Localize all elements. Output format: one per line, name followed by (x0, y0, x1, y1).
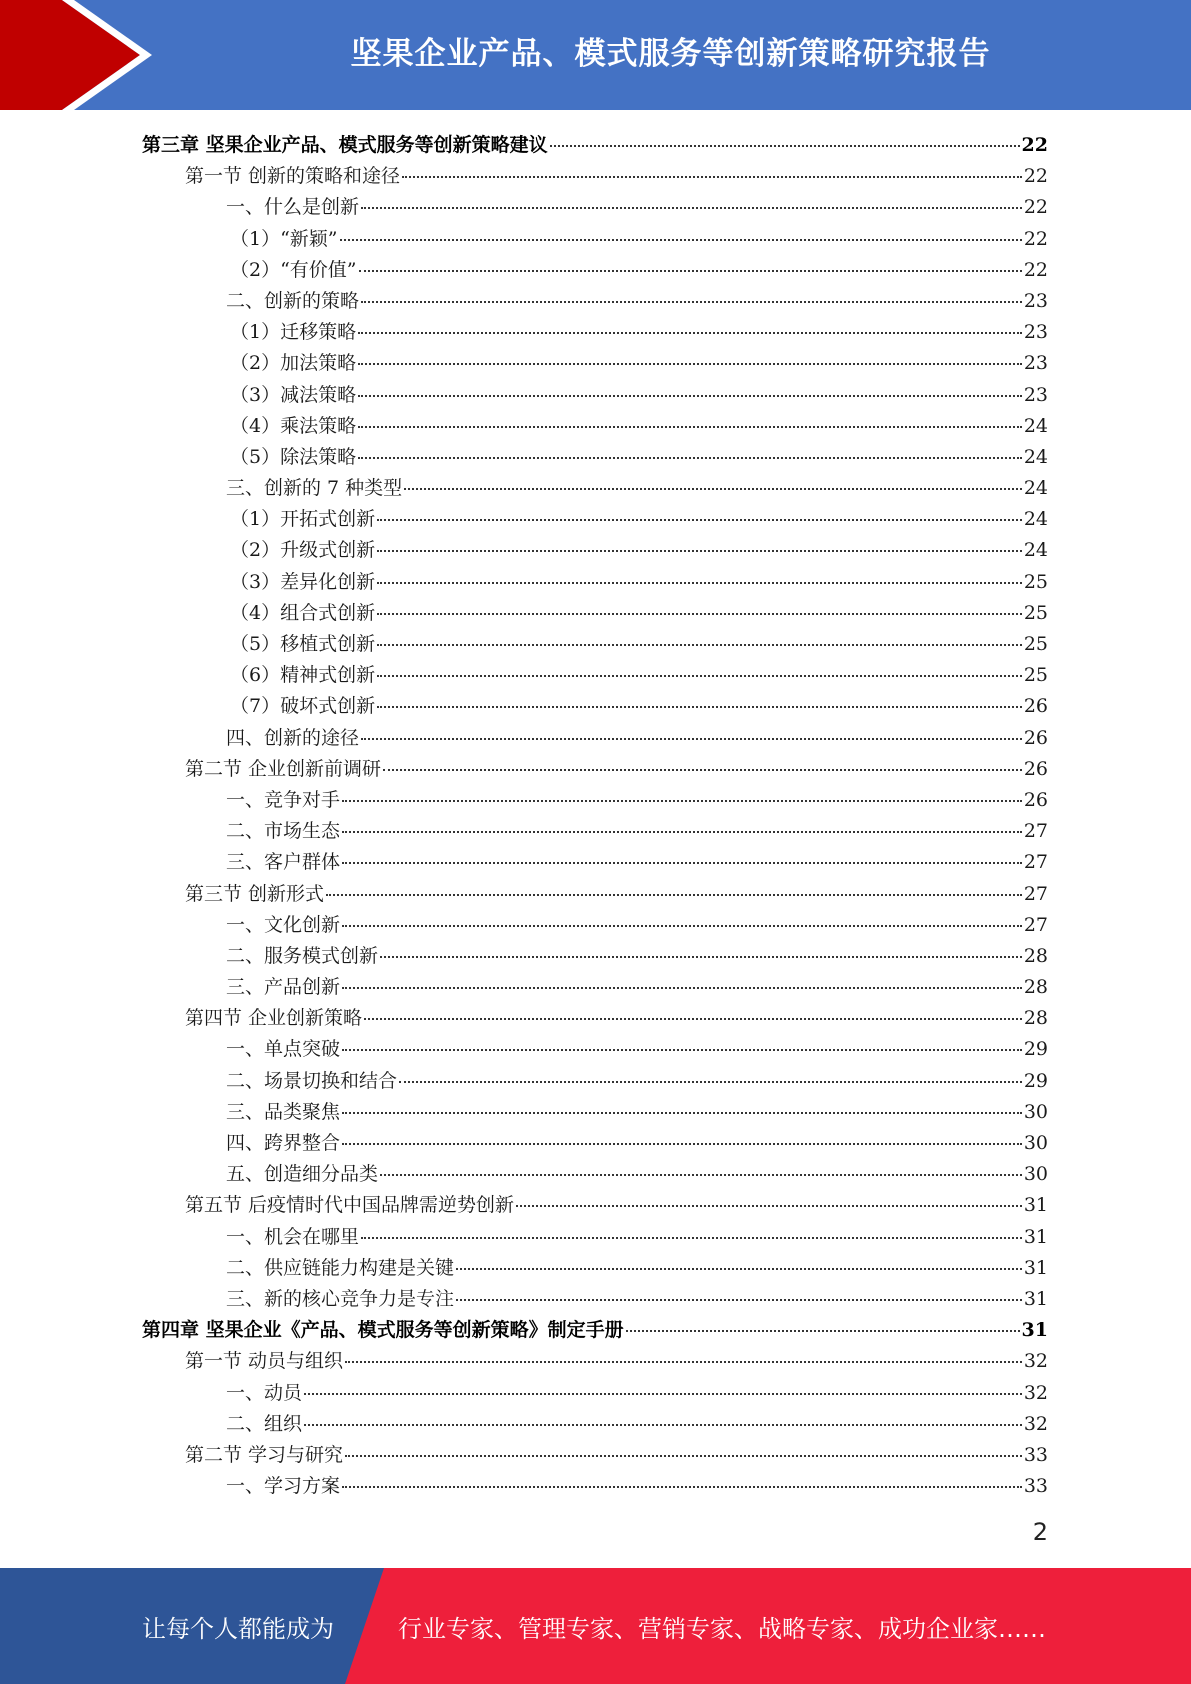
toc-entry-page: 30 (1023, 1163, 1048, 1186)
toc-entry-label: （3）差异化创新 (230, 570, 376, 593)
toc-subsection-entry[interactable] (142, 317, 1048, 348)
toc-entry-page: 27 (1023, 851, 1048, 874)
toc-subsection-entry[interactable] (142, 380, 1048, 411)
toc-subsection-entry[interactable] (142, 691, 1048, 722)
toc-entry-page: 25 (1023, 601, 1048, 624)
toc-subsection-entry[interactable] (142, 1471, 1048, 1502)
toc-subsection-entry[interactable] (142, 1034, 1048, 1065)
toc-entry-label: 第五节 后疫情时代中国品牌需逆势创新 (185, 1194, 515, 1217)
toc-entry-page: 23 (1023, 289, 1048, 312)
toc-entry-page: 22 (1023, 196, 1048, 219)
toc-dot-leader (358, 457, 1022, 459)
toc-entry-page: 25 (1023, 664, 1048, 687)
toc-entry-label: （2）升级式创新 (230, 539, 376, 562)
toc-entry-page: 22 (1023, 227, 1048, 250)
toc-entry-label: 三、产品创新 (226, 976, 341, 999)
toc-dot-leader (304, 1424, 1022, 1426)
toc-entry-page: 33 (1023, 1443, 1048, 1466)
toc-entry-label: 四、跨界整合 (226, 1132, 341, 1154)
toc-entry-page: 30 (1023, 1100, 1048, 1123)
page-header (0, 0, 1191, 110)
toc-entry-page: 24 (1023, 539, 1048, 562)
toc-entry-page: 25 (1023, 633, 1048, 655)
toc-subsection-entry[interactable] (142, 224, 1048, 255)
toc-entry-label: 二、创新的策略 (226, 289, 360, 312)
toc-subsection-entry[interactable] (142, 192, 1048, 223)
toc-entry-page: 32 (1023, 1381, 1048, 1404)
toc-entry-page: 30 (1023, 1132, 1048, 1154)
toc-subsection-entry[interactable] (142, 1253, 1048, 1284)
toc-entry-page: 31 (1023, 1194, 1048, 1217)
toc-entry-page: 22 (1021, 134, 1048, 156)
page-footer (0, 1568, 1191, 1684)
toc-entry-label: 二、供应链能力构建是关键 (226, 1256, 455, 1279)
toc-subsection-entry[interactable] (142, 535, 1048, 566)
toc-dot-leader (342, 1143, 1022, 1145)
toc-section-entry[interactable] (142, 1190, 1048, 1221)
toc-subsection-entry[interactable] (142, 816, 1048, 847)
toc-entry-page: 31 (1021, 1319, 1048, 1342)
toc-entry-label: （1）迁移策略 (230, 321, 357, 344)
toc-subsection-entry[interactable] (142, 847, 1048, 878)
toc-dot-leader (326, 894, 1022, 896)
header-arrow-decoration (0, 0, 160, 110)
toc-entry-page: 23 (1023, 352, 1048, 375)
toc-chapter-entry[interactable] (142, 1315, 1048, 1346)
toc-section-entry[interactable] (142, 1346, 1048, 1377)
report-title: 坚果企业产品、模式服务等创新策略研究报告 (350, 35, 991, 72)
toc-section-entry[interactable] (142, 161, 1048, 192)
toc-entry-page: 24 (1023, 445, 1048, 468)
toc-subsection-entry[interactable] (142, 629, 1048, 660)
toc-entry-label: 二、服务模式创新 (226, 944, 379, 967)
toc-subsection-entry[interactable] (142, 255, 1048, 286)
toc-entry-page: 24 (1023, 414, 1048, 437)
toc-section-entry[interactable] (142, 754, 1048, 785)
toc-dot-leader (358, 426, 1022, 428)
toc-dot-leader (358, 395, 1022, 397)
toc-dot-leader (361, 207, 1022, 209)
toc-section-entry[interactable] (142, 1440, 1048, 1471)
toc-entry-label: 三、新的核心竞争力是专注 (226, 1287, 455, 1310)
toc-dot-leader (345, 1361, 1022, 1363)
toc-entry-page: 26 (1023, 726, 1048, 749)
toc-entry-label: （5）移植式创新 (230, 633, 376, 655)
toc-entry-label: （6）精神式创新 (230, 664, 376, 687)
toc-dot-leader (404, 488, 1022, 490)
toc-entry-label: 五、创造细分品类 (226, 1163, 379, 1186)
toc-subsection-entry[interactable] (142, 1284, 1048, 1315)
toc-subsection-entry[interactable] (142, 1066, 1048, 1097)
toc-entry-label: 第三节 创新形式 (185, 882, 325, 905)
toc-entry-label: 三、品类聚焦 (226, 1100, 341, 1123)
toc-subsection-entry[interactable] (142, 442, 1048, 473)
toc-subsection-entry[interactable] (142, 473, 1048, 504)
toc-dot-leader (359, 270, 1022, 272)
toc-subsection-entry[interactable] (142, 1222, 1048, 1253)
toc-entry-page: 32 (1023, 1412, 1048, 1435)
toc-entry-page: 28 (1023, 1007, 1048, 1030)
toc-chapter-entry[interactable] (142, 130, 1048, 161)
toc-dot-leader (380, 956, 1022, 958)
toc-entry-page: 29 (1023, 1069, 1048, 1092)
toc-entry-page: 22 (1023, 258, 1048, 281)
toc-entry-label: （1）开拓式创新 (230, 508, 376, 531)
toc-entry-page: 23 (1023, 383, 1048, 406)
toc-entry-label: （2）“有价值” (230, 258, 357, 281)
toc-dot-leader (342, 1486, 1022, 1488)
toc-entry-label: 一、什么是创新 (226, 196, 360, 219)
toc-entry-label: 二、市场生态 (226, 820, 341, 843)
toc-entry-page: 28 (1023, 976, 1048, 999)
toc-dot-leader (358, 332, 1022, 334)
toc-entry-label: 第三章 坚果企业产品、模式服务等创新策略建议 (142, 134, 548, 156)
toc-entry-label: 一、学习方案 (226, 1475, 341, 1498)
toc-dot-leader (377, 675, 1022, 677)
toc-subsection-entry[interactable] (142, 910, 1048, 941)
toc-dot-leader (377, 550, 1022, 552)
toc-section-entry[interactable] (142, 1003, 1048, 1034)
toc-dot-leader (361, 301, 1022, 303)
toc-dot-leader (358, 363, 1022, 365)
footer-slogan: 让每个人都能成为 (142, 1614, 334, 1643)
toc-entry-label: 第二节 企业创新前调研 (185, 757, 382, 780)
toc-entry-page: 24 (1023, 508, 1048, 531)
toc-subsection-entry[interactable] (142, 286, 1048, 317)
toc-entry-page: 23 (1023, 321, 1048, 344)
toc-entry-label: （3）减法策略 (230, 383, 357, 406)
toc-entry-label: 第二节 学习与研究 (185, 1443, 344, 1466)
toc-dot-leader (377, 582, 1022, 584)
toc-entry-label: （2）加法策略 (230, 352, 357, 375)
toc-subsection-entry[interactable] (142, 1378, 1048, 1409)
toc-entry-page: 27 (1023, 913, 1048, 936)
toc-entry-page: 24 (1023, 477, 1048, 500)
toc-dot-leader (377, 706, 1022, 708)
toc-subsection-entry[interactable] (142, 567, 1048, 598)
toc-subsection-entry[interactable] (142, 660, 1048, 691)
toc-entry-label: 一、动员 (226, 1381, 303, 1404)
toc-entry-label: （1）“新颖” (230, 227, 338, 250)
toc-dot-leader (342, 800, 1022, 802)
toc-subsection-entry[interactable] (142, 598, 1048, 629)
toc-entry-page: 31 (1023, 1225, 1048, 1248)
toc-entry-page: 27 (1023, 820, 1048, 843)
toc-dot-leader (626, 1330, 1020, 1332)
toc-subsection-entry[interactable] (142, 348, 1048, 379)
toc-entry-label: 第四节 企业创新策略 (185, 1007, 363, 1030)
toc-dot-leader (456, 1268, 1022, 1270)
toc-entry-page: 26 (1023, 788, 1048, 811)
toc-subsection-entry[interactable] (142, 1159, 1048, 1190)
toc-entry-label: 第一节 创新的策略和途径 (185, 165, 401, 188)
toc-dot-leader (342, 831, 1022, 833)
toc-dot-leader (342, 925, 1022, 927)
toc-dot-leader (516, 1205, 1022, 1207)
toc-dot-leader (361, 738, 1022, 740)
toc-entry-label: （5）除法策略 (230, 445, 357, 468)
toc-dot-leader (550, 145, 1020, 147)
toc-entry-label: 一、机会在哪里 (226, 1225, 360, 1248)
toc-entry-page: 33 (1023, 1475, 1048, 1498)
toc-dot-leader (380, 1174, 1022, 1176)
toc-entry-label: 三、创新的 7 种类型 (226, 477, 403, 500)
toc-entry-label: 一、文化创新 (226, 913, 341, 936)
toc-subsection-entry[interactable] (142, 1409, 1048, 1440)
toc-entry-page: 29 (1023, 1038, 1048, 1061)
toc-entry-page: 32 (1023, 1350, 1048, 1373)
toc-dot-leader (345, 1455, 1022, 1457)
toc-dot-leader (342, 1049, 1022, 1051)
toc-dot-leader (342, 1112, 1022, 1114)
toc-entry-page: 26 (1023, 757, 1048, 780)
toc-dot-leader (383, 769, 1022, 771)
page-number: 2 (1032, 1518, 1048, 1546)
toc-entry-label: （7）破坏式创新 (230, 695, 376, 718)
toc-subsection-entry[interactable] (142, 411, 1048, 442)
toc-entry-label: 四、创新的途径 (226, 726, 360, 749)
toc-dot-leader (456, 1299, 1022, 1301)
toc-subsection-entry[interactable] (142, 723, 1048, 754)
toc-entry-page: 25 (1023, 570, 1048, 593)
toc-entry-page: 31 (1023, 1256, 1048, 1279)
table-of-contents (142, 130, 1048, 1502)
toc-dot-leader (399, 1081, 1022, 1083)
toc-entry-label: （4）组合式创新 (230, 601, 376, 624)
toc-entry-label: 一、竞争对手 (226, 788, 341, 811)
toc-entry-label: 三、客户群体 (226, 851, 341, 874)
toc-dot-leader (340, 239, 1022, 241)
toc-subsection-entry[interactable] (142, 1097, 1048, 1128)
toc-dot-leader (342, 987, 1022, 989)
toc-dot-leader (377, 613, 1022, 615)
toc-dot-leader (304, 1393, 1022, 1395)
toc-subsection-entry[interactable] (142, 785, 1048, 816)
toc-dot-leader (342, 862, 1022, 864)
toc-dot-leader (402, 176, 1022, 178)
toc-subsection-entry[interactable] (142, 972, 1048, 1003)
toc-entry-label: 一、单点突破 (226, 1038, 341, 1061)
toc-dot-leader (377, 644, 1022, 646)
toc-dot-leader (377, 519, 1022, 521)
toc-entry-label: 第一节 动员与组织 (185, 1350, 344, 1373)
toc-entry-page: 26 (1023, 695, 1048, 718)
footer-tagline: 行业专家、管理专家、营销专家、战略专家、成功企业家…… (398, 1614, 1046, 1643)
toc-subsection-entry[interactable] (142, 504, 1048, 535)
toc-entry-label: 二、场景切换和结合 (226, 1069, 398, 1092)
toc-entry-page: 22 (1023, 165, 1048, 188)
toc-subsection-entry[interactable] (142, 941, 1048, 972)
toc-entry-label: 二、组织 (226, 1412, 303, 1435)
toc-entry-page: 28 (1023, 944, 1048, 967)
toc-dot-leader (361, 1237, 1022, 1239)
toc-entry-label: 第四章 坚果企业《产品、模式服务等创新策略》制定手册 (142, 1319, 624, 1342)
toc-entry-page: 27 (1023, 882, 1048, 905)
toc-entry-page: 31 (1023, 1287, 1048, 1310)
toc-entry-label: （4）乘法策略 (230, 414, 357, 437)
toc-dot-leader (364, 1018, 1022, 1020)
toc-section-entry[interactable] (142, 879, 1048, 910)
toc-subsection-entry[interactable] (142, 1128, 1048, 1159)
